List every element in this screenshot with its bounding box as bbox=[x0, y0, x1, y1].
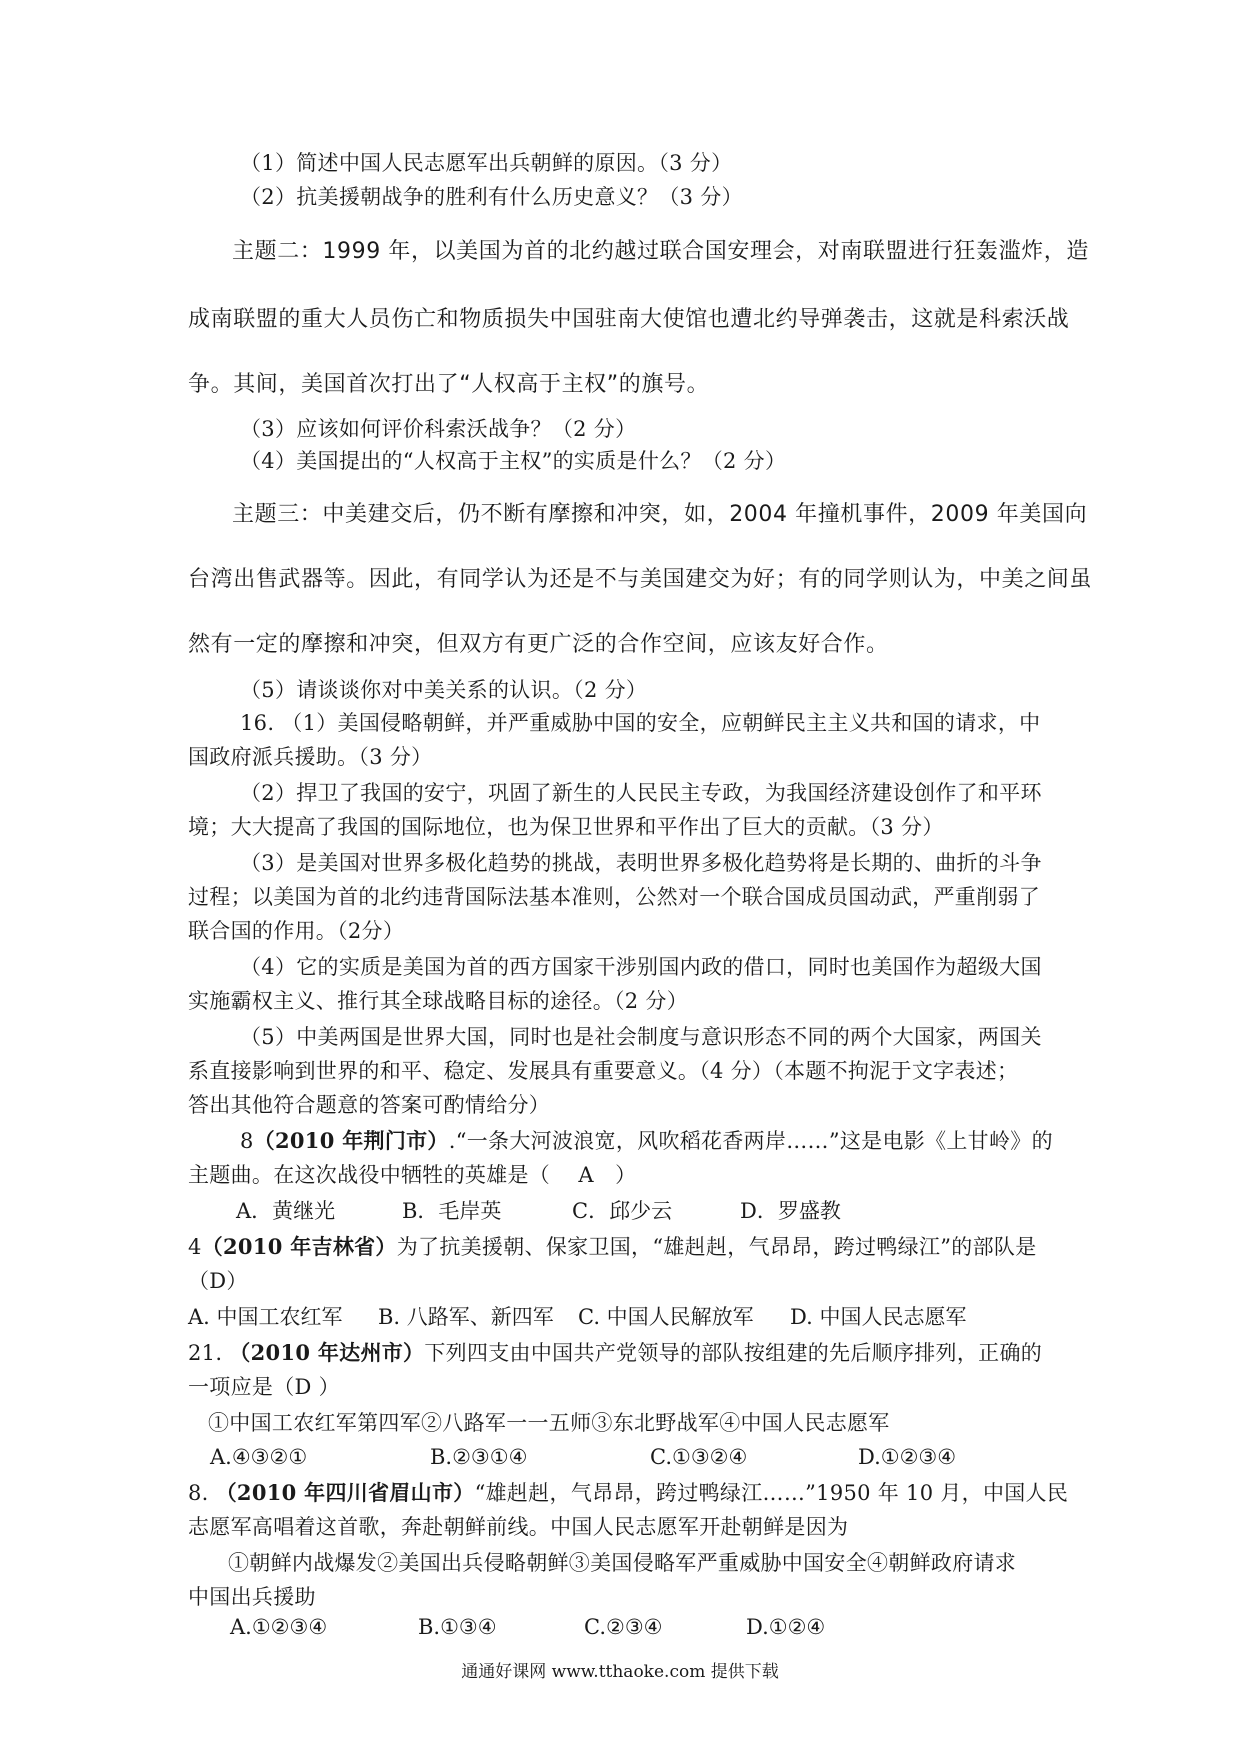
answer-4-line-1: （4）它的实质是美国为首的西方国家干涉别国内政的借口，同时也美国作为超级大国 bbox=[240, 955, 1042, 979]
mc8b-option-a: A.①②③④ bbox=[230, 1615, 328, 1639]
mc4-option-b: B. 八路军、新四军 bbox=[378, 1305, 554, 1329]
mc8-line-2: 主题曲。在这次战役中牺牲的英雄是（ A ） bbox=[188, 1163, 637, 1187]
answer-3-line-3: 联合国的作用。（2分） bbox=[188, 919, 405, 943]
mc8b-source: （2010 年四川省眉山市） bbox=[215, 1480, 475, 1505]
mc21-stem: 下列四支由中国共产党领导的部队按组建的先后顺序排列，正确的 bbox=[424, 1341, 1043, 1365]
theme-2-line-3: 争。其间，美国首次打出了“人权高于主权”的旗号。 bbox=[188, 372, 710, 397]
theme-2-line-1: 主题二：1999 年，以美国为首的北约越过联合国安理会，对南联盟进行狂轰滥炸，造 bbox=[232, 239, 1089, 264]
answer-4-line-2: 实施霸权主义、推行其全球战略目标的途径。（2 分） bbox=[188, 989, 689, 1013]
page-footer: 通通好课网 www.tthaoke.com 提供下载 bbox=[461, 1662, 779, 1682]
mc4-number: 4 bbox=[188, 1235, 202, 1259]
answer-2-line-2: 境；大大提高了我国的国际地位，也为保卫世界和平作出了巨大的贡献。（3 分） bbox=[188, 815, 944, 839]
mc8b-option-c: C.②③④ bbox=[584, 1615, 663, 1639]
mc21-option-d: D.①②③④ bbox=[858, 1445, 957, 1469]
mc21-option-c: C.①③②④ bbox=[650, 1445, 748, 1469]
mc8b-stem: “雄赳赳，气昂昂，跨过鸭绿江……”1950 年 10 月，中国人民 bbox=[474, 1481, 1069, 1505]
answer-3-line-1: （3）是美国对世界多极化趋势的挑战，表明世界多极化趋势将是长期的、曲折的斗争 bbox=[240, 851, 1042, 875]
mc8b-number: 8. bbox=[188, 1481, 216, 1505]
mc21-line-2: 一项应是（D ） bbox=[188, 1375, 340, 1399]
mc8b-line-1 bbox=[188, 1478, 1068, 1508]
mc8b-option-b: B.①③④ bbox=[418, 1615, 497, 1639]
mc8-option-b: B．毛岸英 bbox=[402, 1199, 502, 1223]
theme-3-line-1: 主题三：中美建交后，仍不断有摩擦和冲突，如，2004 年撞机事件，2009 年美国向 bbox=[232, 502, 1088, 527]
theme-3-line-3: 然有一定的摩擦和冲突，但双方有更广泛的合作空间，应该友好合作。 bbox=[188, 632, 889, 657]
mc21-number: 21. bbox=[188, 1341, 230, 1365]
mc8-number: 8 bbox=[240, 1129, 254, 1153]
mc21-option-a: A.④③②① bbox=[210, 1445, 308, 1469]
mc4-stem: 为了抗美援朝、保家卫国，“雄赳赳，气昂昂，跨过鸭绿江”的部队是 bbox=[396, 1235, 1037, 1259]
mc21-items: ①中国工农红军第四军②八路军一一五师③东北野战军④中国人民志愿军 bbox=[208, 1411, 890, 1435]
mc4-line-2: （D） bbox=[188, 1269, 248, 1293]
answer-1-line-1: 16. （1）美国侵略朝鲜，并严重威胁中国的安全，应朝鲜民主主义共和国的请求，中 bbox=[240, 711, 1041, 735]
question-3: （3）应该如何评价科索沃战争？（2 分） bbox=[240, 417, 637, 441]
mc21-line-1 bbox=[188, 1338, 1042, 1368]
mc21-source: （2010 年达州市） bbox=[229, 1340, 425, 1365]
question-4: （4）美国提出的“人权高于主权”的实质是什么？（2 分） bbox=[240, 449, 787, 473]
answer-3-line-2: 过程；以美国为首的北约违背国际法基本准则，公然对一个联合国成员国动武，严重削弱了 bbox=[188, 885, 1040, 909]
mc8-stem: .“一条大河波浪宽，风吹稻花香两岸……”这是电影《上甘岭》的 bbox=[448, 1129, 1053, 1153]
mc4-option-d: D. 中国人民志愿军 bbox=[790, 1305, 967, 1329]
mc8-option-d: D．罗盛教 bbox=[740, 1199, 841, 1223]
mc8-source: （2010 年荆门市） bbox=[253, 1128, 449, 1153]
mc4-line-1 bbox=[188, 1232, 1037, 1262]
answer-5-line-1: （5）中美两国是世界大国，同时也是社会制度与意识形态不同的两个大国家，两国关 bbox=[240, 1025, 1042, 1049]
mc8b-items-line-2: 中国出兵援助 bbox=[188, 1585, 316, 1609]
mc8-option-c: C．邱少云 bbox=[572, 1199, 673, 1223]
answer-1-line-2: 国政府派兵援助。（3 分） bbox=[188, 745, 433, 769]
mc8-option-a: A．黄继光 bbox=[236, 1199, 336, 1223]
theme-2-line-2: 成南联盟的重大人员伤亡和物质损失中国驻南大使馆也遭北约导弹袭击，这就是科索沃战 bbox=[188, 307, 1070, 332]
answer-2-line-1: （2）捍卫了我国的安宁，巩固了新生的人民民主专政，为我国经济建设创作了和平环 bbox=[240, 781, 1042, 805]
mc8b-line-2: 志愿军高唱着这首歌，奔赴朝鲜前线。中国人民志愿军开赴朝鲜是因为 bbox=[188, 1515, 849, 1539]
question-1: （1）简述中国人民志愿军出兵朝鲜的原因。（3 分） bbox=[240, 151, 733, 175]
mc21-option-b: B.②③①④ bbox=[430, 1445, 528, 1469]
question-5: （5）请谈谈你对中美关系的认识。（2 分） bbox=[240, 678, 648, 702]
theme-3-line-2: 台湾出售武器等。因此，有同学认为还是不与美国建交为好；有的同学则认为，中美之间虽 bbox=[188, 567, 1093, 592]
answer-5-line-3: 答出其他符合题意的答案可酌情给分） bbox=[188, 1093, 551, 1117]
mc4-option-a: A. 中国工农红军 bbox=[188, 1305, 343, 1329]
answer-5-line-2: 系直接影响到世界的和平、稳定、发展具有重要意义。（4 分）（本题不拘泥于文字表述； bbox=[188, 1059, 1019, 1083]
mc4-option-c: C. 中国人民解放军 bbox=[578, 1305, 754, 1329]
mc8b-option-d: D.①②④ bbox=[746, 1615, 826, 1639]
question-2: （2）抗美援朝战争的胜利有什么历史意义？（3 分） bbox=[240, 185, 743, 209]
mc8b-items-line-1: ①朝鲜内战爆发②美国出兵侵略朝鲜③美国侵略军严重威胁中国安全④朝鲜政府请求 bbox=[228, 1551, 1017, 1575]
mc8-line-1 bbox=[240, 1126, 1053, 1156]
mc4-source: （2010 年吉林省） bbox=[201, 1234, 397, 1259]
